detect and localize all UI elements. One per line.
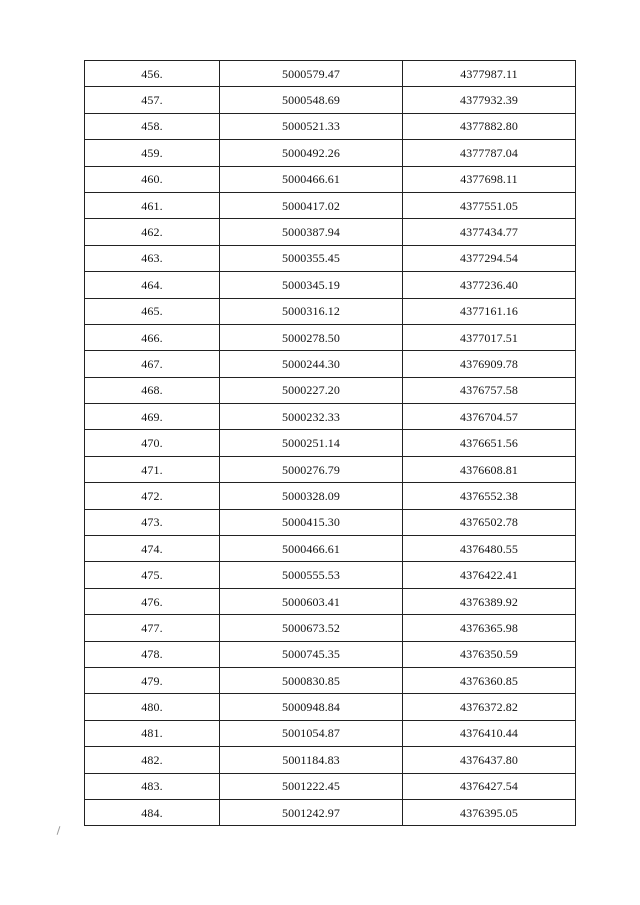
y-coordinate-cell: 4376909.78: [403, 351, 576, 377]
table-row: [85, 773, 576, 799]
table-row: [85, 667, 576, 693]
x-coordinate-cell: 5000415.30: [220, 509, 403, 535]
y-coordinate-cell: 4376410.44: [403, 720, 576, 746]
point-number-cell: 480.: [85, 694, 220, 720]
point-number-cell: 456.: [85, 61, 220, 87]
table-row: [85, 615, 576, 641]
x-coordinate-cell: 5001054.87: [220, 720, 403, 746]
x-coordinate-cell: 5000521.33: [220, 113, 403, 139]
point-number-cell: 475.: [85, 562, 220, 588]
table-row: [85, 641, 576, 667]
point-number-cell: 466.: [85, 324, 220, 350]
table-row: [85, 298, 576, 324]
table-row: [85, 166, 576, 192]
point-number-cell: 458.: [85, 113, 220, 139]
point-number-cell: 478.: [85, 641, 220, 667]
x-coordinate-cell: 5000466.61: [220, 536, 403, 562]
table-row: [85, 536, 576, 562]
table-row: [85, 192, 576, 218]
point-number-cell: 460.: [85, 166, 220, 192]
table-row: [85, 509, 576, 535]
x-coordinate-cell: 5000251.14: [220, 430, 403, 456]
point-number-cell: 467.: [85, 351, 220, 377]
x-coordinate-cell: 5000548.69: [220, 87, 403, 113]
x-coordinate-cell: 5000232.33: [220, 404, 403, 430]
table-row: [85, 747, 576, 773]
y-coordinate-cell: 4377434.77: [403, 219, 576, 245]
x-coordinate-cell: 5000328.09: [220, 483, 403, 509]
x-coordinate-cell: 5000387.94: [220, 219, 403, 245]
y-coordinate-cell: 4377551.05: [403, 192, 576, 218]
point-number-cell: 461.: [85, 192, 220, 218]
scan-mark: [57, 826, 61, 835]
y-coordinate-cell: 4376360.85: [403, 667, 576, 693]
table-row: [85, 483, 576, 509]
y-coordinate-cell: 4377932.39: [403, 87, 576, 113]
table-row: [85, 61, 576, 87]
table-row: [85, 720, 576, 746]
table-row: [85, 245, 576, 271]
y-coordinate-cell: 4376372.82: [403, 694, 576, 720]
x-coordinate-cell: 5000417.02: [220, 192, 403, 218]
y-coordinate-cell: 4376552.38: [403, 483, 576, 509]
point-number-cell: 465.: [85, 298, 220, 324]
x-coordinate-cell: 5000276.79: [220, 456, 403, 482]
point-number-cell: 479.: [85, 667, 220, 693]
y-coordinate-cell: 4376395.05: [403, 799, 576, 825]
y-coordinate-cell: 4376350.59: [403, 641, 576, 667]
y-coordinate-cell: 4376427.54: [403, 773, 576, 799]
y-coordinate-cell: 4376704.57: [403, 404, 576, 430]
y-coordinate-cell: 4377294.54: [403, 245, 576, 271]
y-coordinate-cell: 4377787.04: [403, 140, 576, 166]
y-coordinate-cell: 4376608.81: [403, 456, 576, 482]
y-coordinate-cell: 4377236.40: [403, 272, 576, 298]
x-coordinate-cell: 5000278.50: [220, 324, 403, 350]
x-coordinate-cell: 5000579.47: [220, 61, 403, 87]
x-coordinate-cell: 5000830.85: [220, 667, 403, 693]
x-coordinate-cell: 5001222.45: [220, 773, 403, 799]
y-coordinate-cell: 4376422.41: [403, 562, 576, 588]
table-row: [85, 799, 576, 825]
coordinates-table-body: [85, 61, 576, 826]
table-row: [85, 694, 576, 720]
y-coordinate-cell: 4376502.78: [403, 509, 576, 535]
y-coordinate-cell: 4376389.92: [403, 588, 576, 614]
y-coordinate-cell: 4377882.80: [403, 113, 576, 139]
x-coordinate-cell: 5000244.30: [220, 351, 403, 377]
y-coordinate-cell: 4376437.80: [403, 747, 576, 773]
table-row: [85, 87, 576, 113]
point-number-cell: 484.: [85, 799, 220, 825]
table-row: [85, 456, 576, 482]
y-coordinate-cell: 4376757.58: [403, 377, 576, 403]
point-number-cell: 473.: [85, 509, 220, 535]
x-coordinate-cell: 5000948.84: [220, 694, 403, 720]
point-number-cell: 482.: [85, 747, 220, 773]
x-coordinate-cell: 5000466.61: [220, 166, 403, 192]
table-row: [85, 351, 576, 377]
x-coordinate-cell: 5000355.45: [220, 245, 403, 271]
point-number-cell: 462.: [85, 219, 220, 245]
table-row: [85, 113, 576, 139]
point-number-cell: 474.: [85, 536, 220, 562]
point-number-cell: 469.: [85, 404, 220, 430]
y-coordinate-cell: 4377987.11: [403, 61, 576, 87]
point-number-cell: 470.: [85, 430, 220, 456]
table-row: [85, 324, 576, 350]
table-row: [85, 588, 576, 614]
point-number-cell: 483.: [85, 773, 220, 799]
x-coordinate-cell: 5000745.35: [220, 641, 403, 667]
x-coordinate-cell: 5000345.19: [220, 272, 403, 298]
x-coordinate-cell: 5000555.53: [220, 562, 403, 588]
point-number-cell: 481.: [85, 720, 220, 746]
x-coordinate-cell: 5000316.12: [220, 298, 403, 324]
x-coordinate-cell: 5000492.26: [220, 140, 403, 166]
table-row: [85, 140, 576, 166]
y-coordinate-cell: 4377017.51: [403, 324, 576, 350]
y-coordinate-cell: 4377161.16: [403, 298, 576, 324]
y-coordinate-cell: 4376480.55: [403, 536, 576, 562]
point-number-cell: 464.: [85, 272, 220, 298]
table-row: [85, 377, 576, 403]
point-number-cell: 472.: [85, 483, 220, 509]
x-coordinate-cell: 5001184.83: [220, 747, 403, 773]
x-coordinate-cell: 5000227.20: [220, 377, 403, 403]
y-coordinate-cell: 4376365.98: [403, 615, 576, 641]
coordinates-table: [84, 60, 576, 826]
table-row: [85, 404, 576, 430]
x-coordinate-cell: 5000673.52: [220, 615, 403, 641]
point-number-cell: 477.: [85, 615, 220, 641]
point-number-cell: 459.: [85, 140, 220, 166]
point-number-cell: 468.: [85, 377, 220, 403]
table-row: [85, 219, 576, 245]
table-row: [85, 430, 576, 456]
point-number-cell: 471.: [85, 456, 220, 482]
point-number-cell: 476.: [85, 588, 220, 614]
x-coordinate-cell: 5000603.41: [220, 588, 403, 614]
table-row: [85, 272, 576, 298]
y-coordinate-cell: 4377698.11: [403, 166, 576, 192]
y-coordinate-cell: 4376651.56: [403, 430, 576, 456]
point-number-cell: 463.: [85, 245, 220, 271]
point-number-cell: 457.: [85, 87, 220, 113]
table-row: [85, 562, 576, 588]
x-coordinate-cell: 5001242.97: [220, 799, 403, 825]
